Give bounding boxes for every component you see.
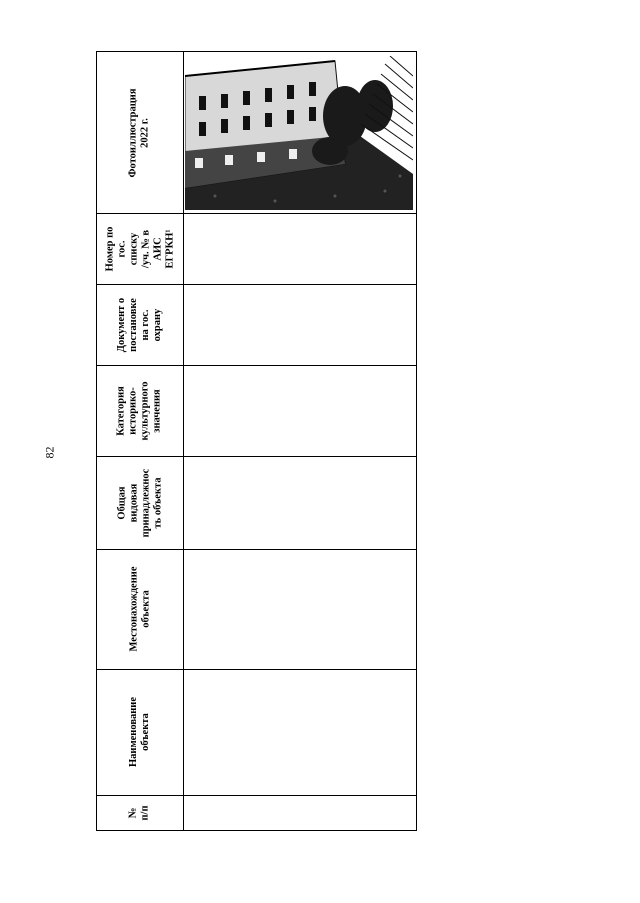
header-register-number-label: Номер по гос. списку /уч. № в АИС ЕГРКН¹ bbox=[103, 226, 175, 271]
header-number-label: № п/п bbox=[128, 804, 151, 821]
header-document-label: Документ о постановке на гос. охрану bbox=[115, 297, 163, 352]
header-type bbox=[97, 456, 183, 549]
header-location-label: Местонахождение объекта bbox=[127, 566, 151, 652]
header-divider bbox=[183, 52, 184, 830]
header-register-number bbox=[97, 213, 183, 284]
building-photo-icon bbox=[185, 56, 413, 210]
header-photo-label: Фотоиллюстрация 2022 г. bbox=[128, 87, 152, 178]
building-photo bbox=[185, 56, 413, 210]
header-category-label: Категория историко- культурного значения bbox=[115, 380, 163, 441]
header-category bbox=[97, 365, 183, 456]
header-document bbox=[97, 284, 183, 365]
header-name-label: Наименование объекта bbox=[128, 697, 151, 767]
page-number-text: 82 bbox=[42, 446, 57, 458]
page-number bbox=[40, 437, 60, 467]
header-type-label: Общая видовая принадлежнос ть объекта bbox=[116, 468, 163, 537]
header-number bbox=[97, 795, 183, 830]
header-photo bbox=[97, 52, 183, 213]
header-name bbox=[97, 669, 183, 795]
header-location bbox=[97, 549, 183, 669]
objects-table bbox=[96, 51, 417, 831]
